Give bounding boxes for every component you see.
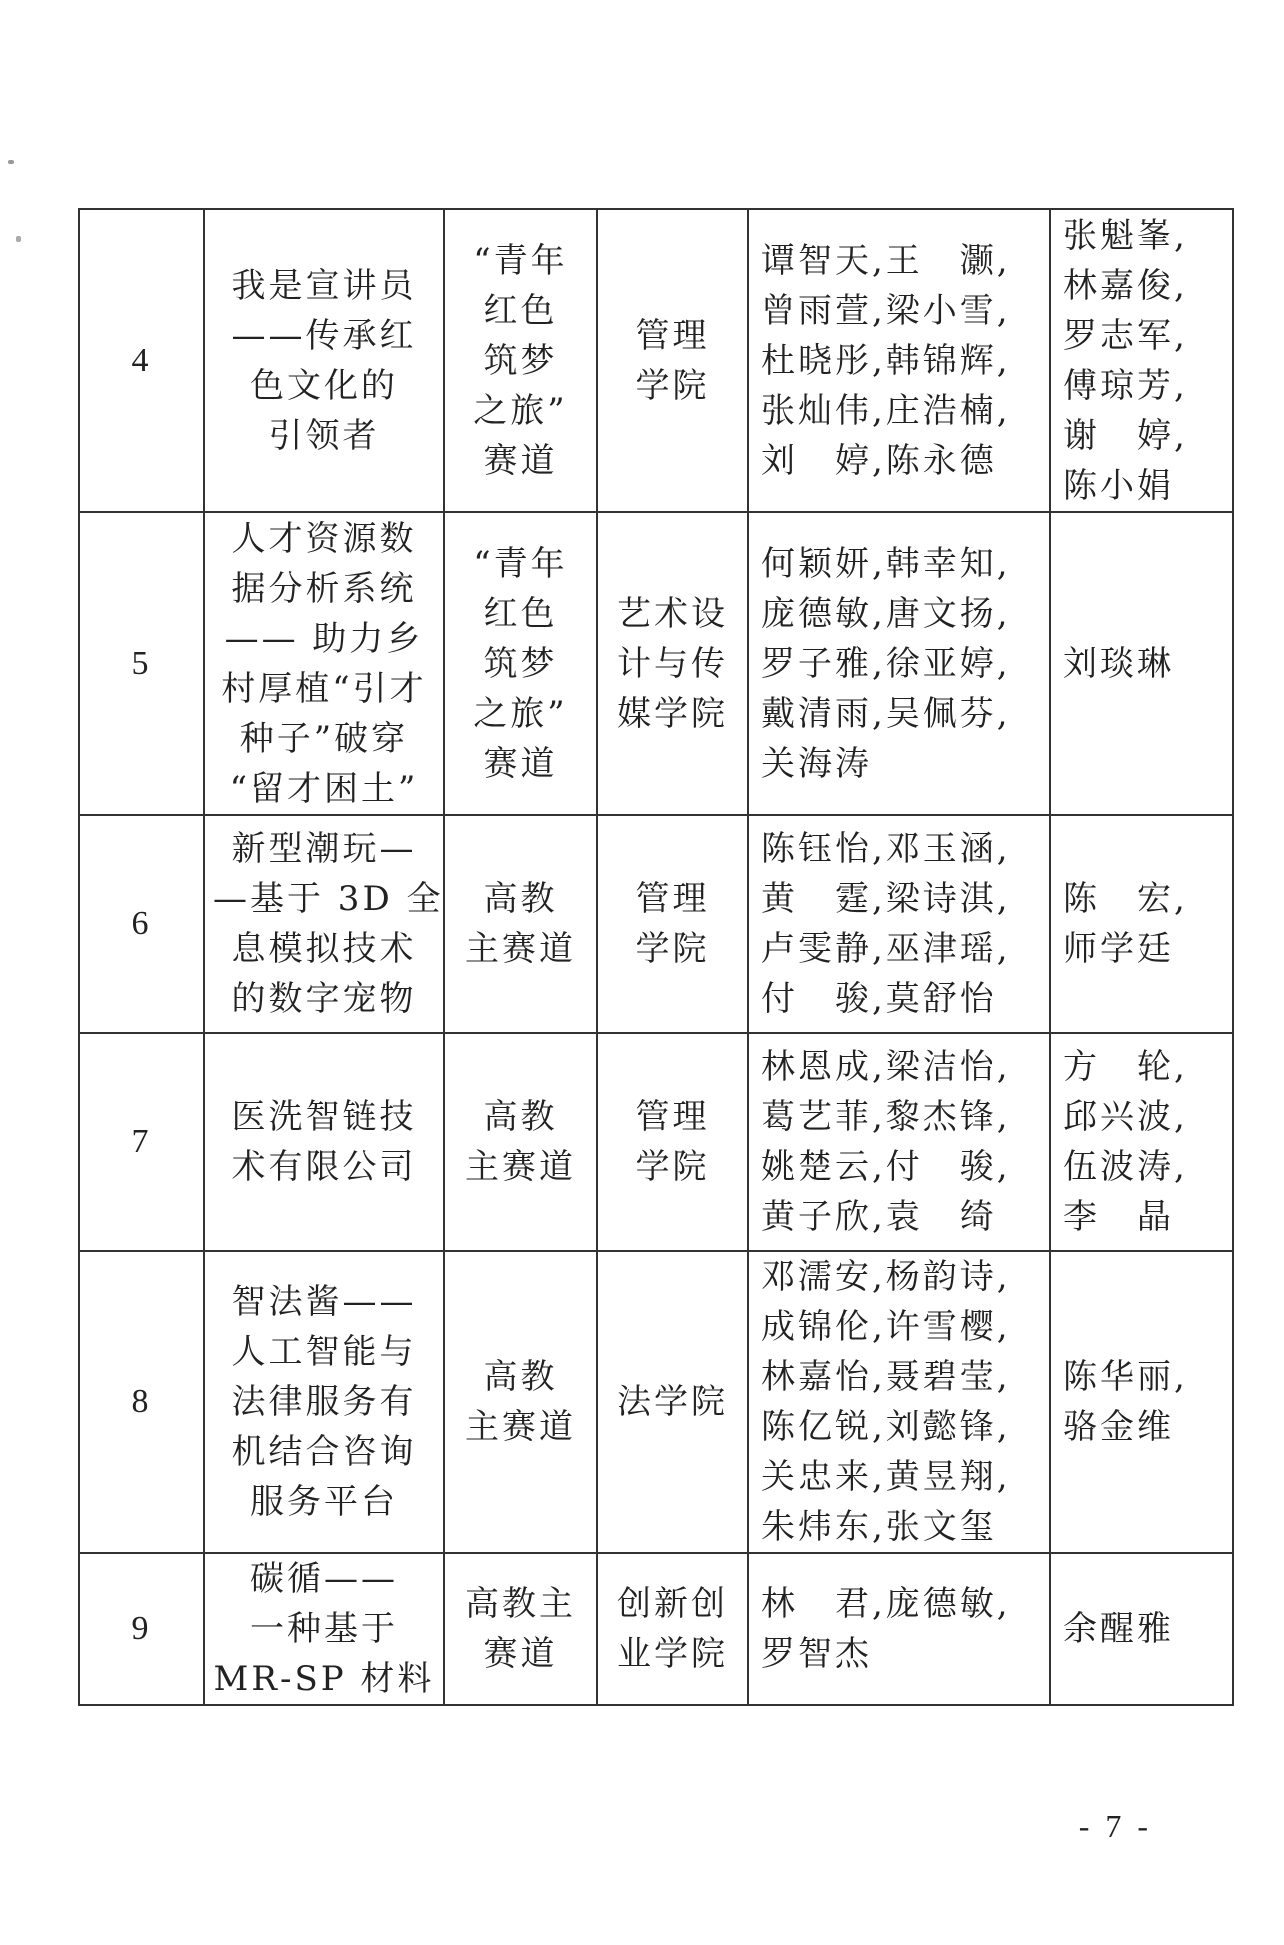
advisors-line: 余醒雅 bbox=[1063, 1609, 1174, 1649]
members-line: 姚楚云,付 骏, bbox=[761, 1147, 1011, 1187]
advisors-line: 邱兴波, bbox=[1063, 1097, 1188, 1137]
row-number-cell: 8 bbox=[79, 1251, 204, 1553]
row-number-cell: 9 bbox=[79, 1553, 204, 1705]
project-line: “留才困土” bbox=[229, 768, 419, 809]
college-line: 学院 bbox=[635, 365, 710, 406]
project-line: 新型潮玩— bbox=[231, 829, 417, 869]
advisors-cell bbox=[1050, 1251, 1233, 1553]
project-line: 服务平台 bbox=[250, 1482, 398, 1522]
table-row bbox=[79, 1251, 1233, 1553]
college-cell bbox=[597, 815, 748, 1033]
members-cell bbox=[748, 815, 1050, 1033]
page-number: - 7 - bbox=[1078, 1808, 1152, 1844]
members-line: 黄 霆,梁诗淇, bbox=[761, 879, 1011, 919]
project-line: 医洗智链技 bbox=[231, 1097, 417, 1137]
project-line: MR-SP 材料 bbox=[213, 1659, 435, 1699]
members-line: 关海涛 bbox=[761, 743, 872, 784]
college-cell bbox=[597, 1033, 748, 1251]
table-row bbox=[79, 815, 1233, 1033]
college-line: 学院 bbox=[635, 929, 710, 969]
project-line: 人才资源数 bbox=[231, 518, 417, 559]
project-line: 引领者 bbox=[268, 415, 380, 456]
members-line: 曾雨萱,梁小雪, bbox=[761, 290, 1011, 331]
members-line: 戴清雨,吴佩芬, bbox=[761, 693, 1011, 734]
project-line: 碳循—— bbox=[250, 1559, 398, 1599]
track-line: 赛道 bbox=[483, 743, 558, 784]
members-line: 杜晓彤,韩锦辉, bbox=[761, 340, 1011, 381]
track-cell bbox=[444, 1553, 597, 1705]
college-line: 管理 bbox=[635, 1097, 710, 1137]
award-table-body bbox=[79, 209, 1233, 1705]
members-line: 陈亿锐,刘懿锋, bbox=[761, 1407, 1011, 1447]
college-line: 计与传 bbox=[617, 643, 728, 684]
track-line: 高教 bbox=[483, 879, 558, 919]
track-line: 之旅” bbox=[473, 693, 568, 734]
college-line: 创新创 bbox=[617, 1584, 728, 1624]
track-line: 筑梦 bbox=[483, 340, 558, 381]
college-line: 管理 bbox=[635, 879, 710, 919]
advisors-line: 陈华丽, bbox=[1063, 1357, 1188, 1397]
row-number-cell: 7 bbox=[79, 1033, 204, 1251]
advisors-cell bbox=[1050, 209, 1233, 512]
track-line: 赛道 bbox=[483, 440, 558, 481]
members-line: 林恩成,梁洁怡, bbox=[761, 1047, 1011, 1087]
scan-speck bbox=[16, 236, 21, 242]
college-cell bbox=[597, 1251, 748, 1553]
table-row bbox=[79, 512, 1233, 815]
track-line: 赛道 bbox=[483, 1634, 558, 1674]
college-line: 艺术设 bbox=[617, 593, 728, 634]
advisors-line: 刘琰琳 bbox=[1063, 643, 1174, 684]
members-line: 成锦伦,许雪樱, bbox=[761, 1307, 1011, 1347]
college-line: 管理 bbox=[635, 315, 710, 356]
project-line: 村厚植“引才 bbox=[221, 668, 427, 709]
members-cell bbox=[748, 1033, 1050, 1251]
advisors-line: 谢 婷, bbox=[1063, 415, 1188, 456]
members-line: 林 君,庞德敏, bbox=[761, 1584, 1011, 1624]
track-line: 红色 bbox=[483, 290, 558, 331]
members-line: 罗智杰 bbox=[761, 1634, 872, 1674]
members-line: 朱炜东,张文玺 bbox=[761, 1507, 997, 1547]
members-line: 卢雯静,巫津瑶, bbox=[761, 929, 1011, 969]
track-cell bbox=[444, 512, 597, 815]
advisors-line: 伍波涛, bbox=[1063, 1147, 1188, 1187]
members-line: 邓濡安,杨韵诗, bbox=[761, 1257, 1011, 1297]
college-cell bbox=[597, 1553, 748, 1705]
table-row bbox=[79, 209, 1233, 512]
project-line: 种子”破穿 bbox=[239, 718, 409, 759]
members-line: 庞德敏,唐文扬, bbox=[761, 593, 1011, 634]
members-line: 黄子欣,袁 绮 bbox=[761, 1197, 997, 1237]
members-line: 罗子雅,徐亚婷, bbox=[761, 643, 1011, 684]
project-name-cell bbox=[204, 209, 444, 512]
advisors-line: 李 晶 bbox=[1063, 1197, 1174, 1237]
project-line: —— 助力乡 bbox=[224, 618, 424, 659]
advisors-cell bbox=[1050, 1033, 1233, 1251]
members-line: 张灿伟,庄浩楠, bbox=[761, 390, 1011, 431]
track-line: 高教 bbox=[483, 1097, 558, 1137]
members-line: 谭智天,王 灏, bbox=[761, 240, 1011, 281]
project-name-cell bbox=[204, 1553, 444, 1705]
project-line: 机结合咨询 bbox=[231, 1432, 417, 1472]
track-line: 高教 bbox=[483, 1357, 558, 1397]
members-line: 林嘉怡,聂碧莹, bbox=[761, 1357, 1011, 1397]
members-line: 何颖妍,韩幸知, bbox=[761, 543, 1011, 584]
track-line: 高教主 bbox=[465, 1584, 576, 1624]
members-cell bbox=[748, 512, 1050, 815]
project-line: 一种基于 bbox=[250, 1609, 398, 1649]
advisors-line: 林嘉俊, bbox=[1063, 265, 1188, 306]
members-line: 付 骏,莫舒怡 bbox=[761, 979, 997, 1019]
project-line: 色文化的 bbox=[250, 365, 398, 406]
advisors-line: 骆金维 bbox=[1063, 1407, 1174, 1447]
advisors-cell bbox=[1050, 1553, 1233, 1705]
award-table bbox=[78, 208, 1234, 1706]
advisors-cell bbox=[1050, 512, 1233, 815]
advisors-line: 陈 宏, bbox=[1063, 879, 1188, 919]
project-line: 据分析系统 bbox=[231, 568, 417, 609]
advisors-line: 罗志军, bbox=[1063, 315, 1188, 356]
track-line: 之旅” bbox=[473, 390, 568, 431]
members-line: 葛艺菲,黎杰锋, bbox=[761, 1097, 1011, 1137]
project-line: 法律服务有 bbox=[231, 1382, 417, 1422]
members-line: 关忠来,黄昱翔, bbox=[761, 1457, 1011, 1497]
college-line: 学院 bbox=[635, 1147, 710, 1187]
project-line: —基于 3D 全 bbox=[213, 879, 444, 919]
track-cell bbox=[444, 209, 597, 512]
members-cell bbox=[748, 1251, 1050, 1553]
advisors-line: 张魁峯, bbox=[1063, 215, 1188, 256]
project-name-cell bbox=[204, 815, 444, 1033]
project-line: 智法酱—— bbox=[231, 1282, 417, 1322]
advisors-line: 师学廷 bbox=[1063, 929, 1174, 969]
track-line: 红色 bbox=[483, 593, 558, 634]
college-cell bbox=[597, 209, 748, 512]
project-line: 我是宣讲员 bbox=[231, 265, 417, 306]
project-name-cell bbox=[204, 1033, 444, 1251]
row-number-cell: 6 bbox=[79, 815, 204, 1033]
table-row bbox=[79, 1553, 1233, 1705]
project-line: 的数字宠物 bbox=[231, 979, 417, 1019]
college-cell bbox=[597, 512, 748, 815]
advisors-cell bbox=[1050, 815, 1233, 1033]
project-name-cell bbox=[204, 1251, 444, 1553]
members-line: 刘 婷,陈永德 bbox=[761, 440, 997, 481]
members-cell bbox=[748, 1553, 1050, 1705]
track-cell bbox=[444, 1251, 597, 1553]
college-line: 业学院 bbox=[617, 1634, 728, 1674]
track-line: 筑梦 bbox=[483, 643, 558, 684]
project-line: 息模拟技术 bbox=[231, 929, 417, 969]
track-cell bbox=[444, 815, 597, 1033]
table-row bbox=[79, 1033, 1233, 1251]
members-line: 陈钰怡,邓玉涵, bbox=[761, 829, 1011, 869]
track-line: “青年 bbox=[473, 240, 568, 281]
row-number-cell: 5 bbox=[79, 512, 204, 815]
advisors-line: 陈小娟 bbox=[1063, 465, 1174, 506]
members-cell bbox=[748, 209, 1050, 512]
project-line: 人工智能与 bbox=[231, 1332, 417, 1372]
track-cell bbox=[444, 1033, 597, 1251]
advisors-line: 傅琼芳, bbox=[1063, 365, 1188, 406]
project-line: ——传承红 bbox=[231, 315, 417, 356]
scan-speck bbox=[8, 160, 14, 164]
advisors-line: 方 轮, bbox=[1063, 1047, 1188, 1087]
college-line: 媒学院 bbox=[617, 693, 728, 734]
project-name-cell bbox=[204, 512, 444, 815]
track-line: “青年 bbox=[473, 543, 568, 584]
track-line: 主赛道 bbox=[465, 929, 576, 969]
track-line: 主赛道 bbox=[465, 1147, 576, 1187]
project-line: 术有限公司 bbox=[231, 1147, 417, 1187]
row-number-cell: 4 bbox=[79, 209, 204, 512]
track-line: 主赛道 bbox=[465, 1407, 576, 1447]
college-line: 法学院 bbox=[617, 1382, 728, 1422]
